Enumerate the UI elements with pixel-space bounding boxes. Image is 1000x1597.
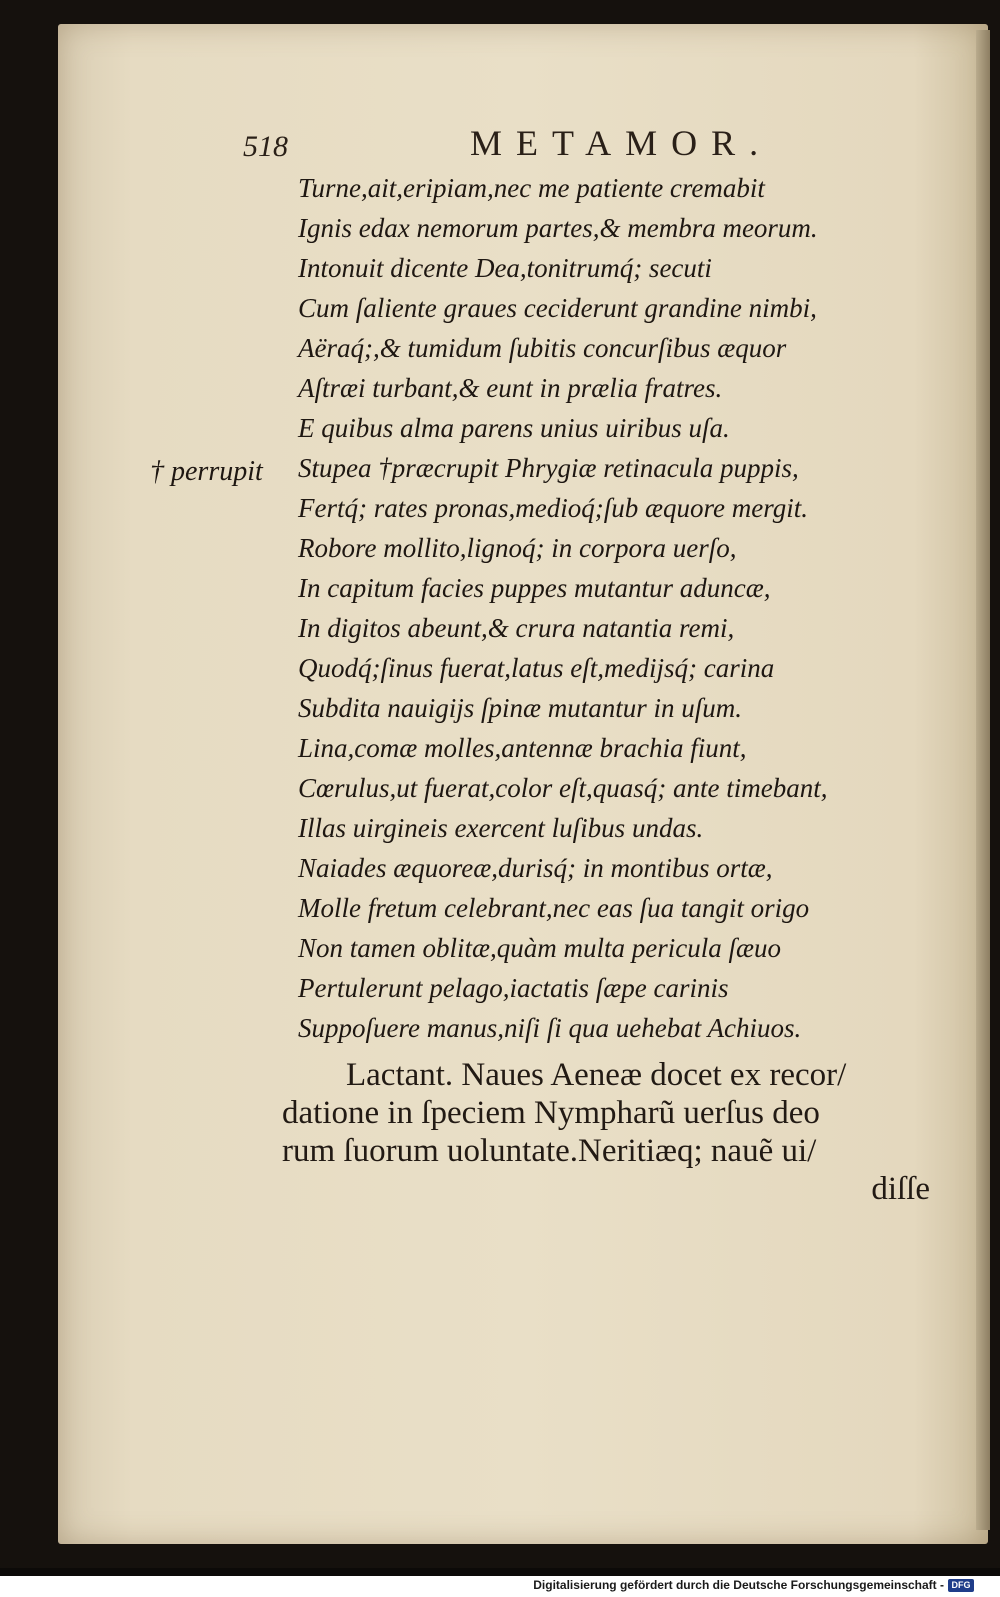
verse-line: Subdita nauigijs ſpinæ mutantur in uſum.	[298, 693, 743, 723]
commentary-line: datione in ſpeciem Nympharũ uerſus deo	[282, 1095, 820, 1131]
verse-line: Molle fretum celebrant,nec eas ſua tangit origo	[298, 893, 810, 923]
verse-line: Cum ſaliente graues ceciderunt grandine nimbi,	[298, 293, 817, 323]
verse-line: E quibus alma parens unius uiribus uſa.	[298, 413, 730, 443]
verse-line: In digitos abeunt,& crura natantia remi,	[298, 613, 735, 643]
running-head: METAMOR.	[470, 123, 773, 163]
funding-credit: Digitalisierung gefördert durch die Deutsche Forschungsgemeinschaft -	[533, 1578, 944, 1592]
verse-line: Quodq́;ſinus fuerat,latus eſt,medijsq́; carina	[298, 653, 775, 683]
page-edge	[976, 30, 990, 1530]
commentary-block	[282, 1056, 932, 1208]
verse-line: Ignis edax nemorum partes,& membra meorum.	[298, 213, 818, 243]
verse-line: Aſtræi turbant,& eunt in prælia fratres.	[298, 373, 723, 403]
verse-line: Illas uirgineis exercent luſibus undas.	[298, 813, 704, 843]
verse-line: Lina,comæ molles,antennæ brachia fiunt,	[298, 733, 747, 763]
catchword: diſſe	[871, 1171, 930, 1207]
margin-note: † perrupit	[150, 456, 263, 487]
verse-line: Stupea †præcrupit Phrygiæ retinacula puppis,	[298, 453, 799, 483]
commentary-line: rum ſuorum uoluntate.Neritiæq; nauẽ ui/	[282, 1133, 817, 1169]
verse-line: Robore mollito,lignoq́; in corpora uerſo,	[298, 533, 737, 563]
verse-line: Suppoſuere manus,niſi ſi qua uehebat Achiuos.	[298, 1013, 802, 1043]
dfg-logo: DFG	[948, 1579, 974, 1592]
page-number: 518	[243, 130, 288, 163]
verse-line: Turne,ait,eripiam,nec me patiente cremabit	[298, 173, 765, 203]
commentary-line: Lactant. Naues Aeneæ docet ex recor/	[346, 1057, 847, 1093]
verse-line: Cœrulus,ut fuerat,color eſt,quasq́; ante timebant,	[298, 773, 828, 803]
verse-line: Fertq́; rates pronas,medioq́;ſub æquore mergit.	[298, 493, 808, 523]
verse-block	[298, 168, 918, 1048]
verse-line: Non tamen oblitæ,quàm multa pericula ſæuo	[298, 933, 781, 963]
verse-line: In capitum facies puppes mutantur aduncæ,	[298, 573, 771, 603]
footer-bar	[0, 1576, 1000, 1597]
verse-line: Pertulerunt pelago,iactatis ſæpe carinis	[298, 973, 729, 1003]
verse-line: Naiades æquoreæ,durisq́; in montibus ortæ,	[298, 853, 773, 883]
verse-line: Aëraq́;,& tumidum ſubitis concurſibus æquor	[298, 333, 787, 363]
verse-line: Intonuit dicente Dea,tonitrumq́; secuti	[298, 253, 712, 283]
